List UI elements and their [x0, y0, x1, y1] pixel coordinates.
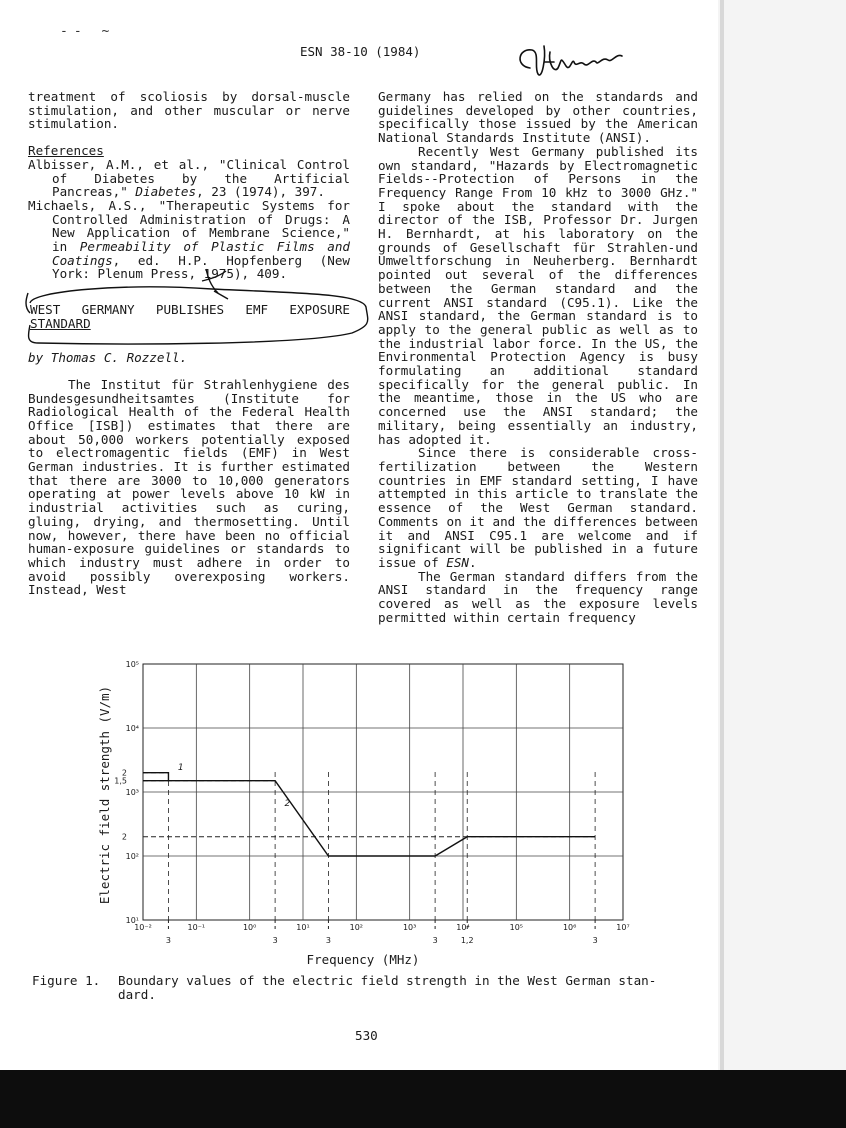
- y-tick-label: 10³: [125, 788, 139, 797]
- y-extra-tick-label: 2: [121, 832, 127, 842]
- x-tick-label: 10⁰: [242, 923, 257, 932]
- x-tick-label: 10³: [402, 923, 417, 932]
- section-title-cont: STANDARD: [30, 316, 91, 332]
- intro-end-paragraph: treatment of scoliosis by dorsal-muscle stimulation, and other muscular or nerve stimulation.: [28, 89, 350, 132]
- x-tick-label: 10²: [349, 923, 364, 932]
- figure-caption: [32, 974, 702, 1002]
- left-column: [28, 90, 350, 597]
- x-tick-label: 10¹: [296, 923, 310, 932]
- scan-margin: [718, 0, 846, 1070]
- right-column: [378, 90, 698, 624]
- y-tick-label: 10²: [125, 852, 139, 861]
- body-paragraph: Germany has relied on the standards and guidelines developed by other countries, specifically those issued by the American National Standards Institute (ANSI).: [378, 89, 698, 146]
- body-paragraph: The Institut für Strahlenhygiene des Bundesgesundheitsamtes (Institute for Radiological Health of the Federal Health Office [ISB]) estimates that there are about 50,000 workers potentially exposed to electromagentic fields (EMF) in West German industries. It is further estimated that there are 3000 to 10,000 generators operating at power levels above 10 kW in industrial activities such as curing, gluing, drying, and thermosetting. Until now, however, there have been no official human-exposure guidelines or standards to which industry must adhere in order to avoid possibly overexposing workers. Instead, West: [28, 376, 350, 598]
- body-paragraph: Recently West Germany published its own standard, "Hazards by Electromagnetic Fields--Protection of Persons in the Frequency Range From 10 kHz to 3000 GHz." I spoke about the standard with the director of the ISB, Professor Dr. Jurgen H. Bernhardt, at his laboratory on the grounds of Gesellschaft für Strahlen-und Umweltforschung in Neuherberg. Bernhardt pointed out several of the differences between the German standard and the current ANSI standard (C95.1). Like the ANSI standard, the German standard is to apply to the general public as well as to the industrial labor force. In the US, the Environmental Protection Agency is busy formulating an additional standard specifically for the general public. In the meantime, those in the US who are concerned use the ANSI standard; the military, being essentially an industry, has adopted it.: [378, 143, 698, 447]
- scan-bottom-band: [0, 1070, 846, 1128]
- section-title-box: [28, 281, 350, 351]
- figure-chart: [95, 655, 635, 973]
- y-tick-label: 10⁵: [125, 660, 139, 669]
- y-tick-label: 10¹: [125, 916, 139, 925]
- x-tick-label: 10⁷: [616, 923, 630, 932]
- scan-edge-line: [720, 0, 724, 1070]
- x-axis-title: Frequency (MHz): [306, 952, 420, 967]
- x-breakpoint-label: 3: [165, 936, 171, 945]
- reference-item: Michaels, A.S., "Therapeutic Systems for Controlled Administration of Drugs: A New Application of Membrane Science," in Permeability of Plastic Films and Coatings, ed. H.P. Hopfenberg (New York: Plenum Press, 1975), 409.: [28, 197, 350, 282]
- x-tick-label: 10⁶: [562, 923, 577, 932]
- x-breakpoint-label: 3: [272, 936, 278, 945]
- references-heading: References: [28, 143, 104, 159]
- body-paragraph: Since there is considerable cross-fertilization between the Western countries in EMF standard setting, I have attempted in this article to translate the essence of the West German standard. Comments on it and the differences between it and ANSI C95.1 are welcome and if significant will be published in a future issue of ESN.: [378, 445, 698, 570]
- caption-label: Figure 1.: [32, 973, 101, 988]
- y-extra-tick-label: 2: [121, 768, 127, 778]
- x-tick-label: 10⁻¹: [187, 923, 206, 932]
- reference-item: Albisser, A.M., et al., "Clinical Control of Diabetes by the Artificial Pancreas," Diabetes, 23 (1974), 397.: [28, 156, 350, 200]
- handwritten-signature: [510, 38, 630, 88]
- body-paragraph: The German standard differs from the ANSI standard in the frequency range covered as well as the exposure levels permitted within certain frequency: [378, 568, 698, 625]
- byline: by Thomas C. Rozzell.: [28, 350, 188, 366]
- y-tick-label: 10⁴: [125, 724, 139, 733]
- header-marks: -- ~: [60, 24, 116, 39]
- series-line-2: [143, 773, 168, 781]
- x-breakpoint-label: 1,2: [460, 936, 474, 945]
- caption-text: Boundary values of the electric field strength in the West German stan-: [118, 973, 657, 988]
- page-number: 530: [355, 1028, 378, 1043]
- caption-text-cont: dard.: [118, 987, 156, 1002]
- x-breakpoint-label: 3: [432, 936, 438, 945]
- chart-svg: [95, 655, 635, 973]
- curve-annotation: 2: [284, 799, 291, 810]
- x-tick-label: 10⁵: [509, 923, 524, 932]
- section-title: WEST GERMANY PUBLISHES EMF EXPOSURE: [30, 302, 350, 318]
- y-extra-tick-label: 1,5: [114, 776, 127, 786]
- x-breakpoint-label: 3: [325, 936, 331, 945]
- x-tick-label: 10⁴: [456, 923, 470, 932]
- journal-header: ESN 38-10 (1984): [300, 44, 421, 59]
- curve-annotation: 1: [177, 763, 184, 774]
- x-tick-label: 10⁻²: [134, 923, 152, 932]
- x-breakpoint-label: 3: [592, 936, 598, 945]
- y-axis-title: Electric field strength (V/m): [97, 685, 112, 905]
